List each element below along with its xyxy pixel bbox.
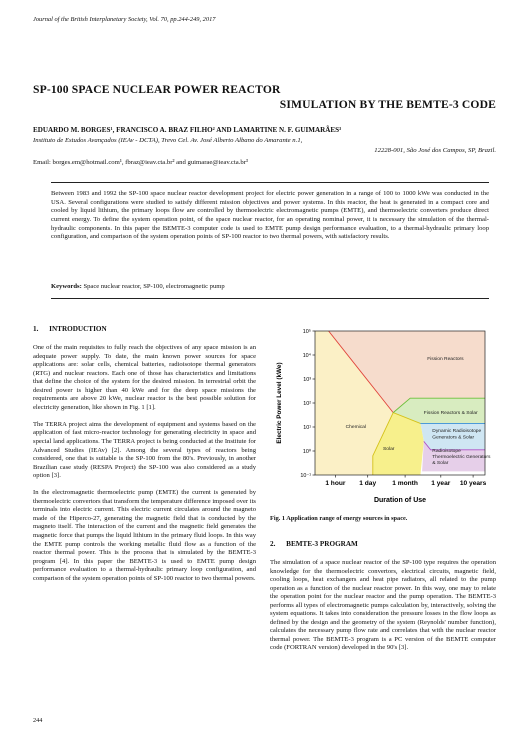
keywords-text: Space nuclear reactor, SP-100, electromagnetic pump xyxy=(83,283,225,290)
paper-title-line-2: SIMULATION BY THE BEMTE-3 CODE xyxy=(279,98,496,111)
keywords-label: Keywords: xyxy=(51,283,82,290)
paper-title-line-1: SP-100 SPACE NUCLEAR POWER REACTOR xyxy=(33,83,281,96)
figure-1-caption: Fig. 1 Application range of energy sources in space. xyxy=(270,515,408,522)
section-1-heading: 1. INTRODUCTION xyxy=(33,325,107,333)
section-2-body: The simulation of a space nuclear reactor of the SP-100 type requires the operation knowledge for the thermoelectric convertors, electrical circuits, magnetic field, cooling loops, heat exchangers and heat pipe radiators, all related to the pump operation as a function of the nuclear reactor power. In this way, one may to relate the operation point for the nuclear reactor and the pump operation. The BEMTE-3 performs all types of electromagnetic pumps calculation by, interactively, solving the system equations. It takes into consideration the pressure losses in the flow loops as defined by the design and the geometry of the system (Reynolds' number function), calculates the necessary pump flow rate and correlates that with the nuclear reactor thermal power. The BEMTE-3 program is a PC version of the BEMTE computer code (FORTRAN version) developed in the 90's [3]. xyxy=(270,559,496,652)
intro-paragraph: The TERRA project aims the development of equipment and systems based on the application of fast micro-reactor technology for generating electricity in space and special land applications. The TERRA project is being conducted at the Institute for Advanced Studies (IEAv) [2]. Among the several types of reactors being considered, one that is suitable is the SP-100 from the 80's. Previously, in another Brazilian case study (RESPA Project) the SP-100 was also considered as a study option [3]. xyxy=(33,420,256,480)
author-emails: Email: borges.em@hotmail.com¹, fbraz@ieav.cta.br² and guimarae@ieav.cta.br³ xyxy=(33,159,248,166)
x-tick-label: 1 month xyxy=(392,480,418,487)
figure-1-chart xyxy=(269,325,494,507)
region-label: Fission Reactors xyxy=(427,356,464,362)
region-label: Radioisotope Thermoelectric Generators & Solar xyxy=(432,449,491,467)
y-tick-label: 10¹ xyxy=(303,425,311,431)
y-axis-label: Electric Power Level (kWe) xyxy=(276,362,283,444)
x-tick-label: 1 year xyxy=(431,480,451,487)
x-axis-label: Duration of Use xyxy=(373,497,427,504)
intro-paragraph: In the electromagnetic thermoelectric pump (EMTE) the current is generated by thermoelectric convertors that transform the temperature difference imposed over its terminals into electric current. This electric current circulates around the magneto made of the Hiperco-27, generating the magnetic field that is conducted by the magneto itself. The interaction of the current and the magnetic field generates the magnetic force that pumps the liquid lithium in the primary fluid loops. In this way the EMTE pump controls the working metallic fluid flow as a function of the reactor thermal power. This is the process that is simulated by the BEMTE-3 program [4]. In this paper the BEMTE-3 is used to EMTE pump design performance evaluation to a thermal-hydraulic primary loop configuration, and comparison of the system operation points of SP-100 reactor to two thermal powers. xyxy=(33,489,256,582)
keywords xyxy=(51,283,489,290)
affiliation-line-2: 12228-001, São José dos Campos, SP, Brazil. xyxy=(374,147,496,154)
x-tick-label: 10 years xyxy=(459,480,487,487)
intro-paragraph: One of the main requisites to fully reach the objectives of any space mission is an adequate power supply. To date, the main known power sources for space applications are: solar cells, chemical batteries, radioisotope thermal generators (RTG) and nuclear reactors. Each one of those has characteristics and limitations that define the choice of the system for the desired mission. In terrestrial orbit the desired power is higher than 40 kWe and for the deep space missions the requirements are above 20 kWe, nuclear reactor is the best possible solution for electricity generation, like shown in Fig. 1 [1]. xyxy=(33,344,256,411)
abstract: Between 1983 and 1992 the SP-100 space nuclear reactor development project for electric power generation in a range of 100 to 1000 kWe was conducted in the USA. Several configurations were studied to satisfy different mission objectives and power systems. In this reactor, the heat is generated in a compact core and cooled by liquid lithium, the primary loops flow are controlled by thermoelectric electromagnetic pumps (EMTE), and thermoelectric converters produce direct current energy. To define the system operation point, of the space nuclear reactor, for an operating nominal power, it is necessary the simulation of the thermal-hydraulic components. In this paper the BEMTE-3 computer code is used to EMTE pump design performance evaluation, to a thermal-hydraulic primary loop configuration, and comparison of the system operation points of SP-100 reactor to two thermal powers, with satisfactory results. xyxy=(51,190,489,241)
region-label: Dynamic Radioisotope Generators & Solar xyxy=(432,428,482,441)
left-column-body xyxy=(33,344,256,592)
affiliation-line-1: Instituto de Estudos Avançados (IEAv - DCTA), Trevo Cel. Av. José Alberto Albano do Amarante n.1, xyxy=(33,137,303,144)
abstract-top-rule xyxy=(51,182,489,183)
authors: EDUARDO M. BORGES¹, FRANCISCO A. BRAZ FILHO² AND LAMARTINE N. F. GUIMARÃES³ xyxy=(33,126,342,134)
abstract-bottom-rule xyxy=(51,298,489,299)
y-tick-label: 10⁰ xyxy=(302,449,311,455)
x-tick-label: 1 day xyxy=(359,480,377,487)
region-label: Fission Reactors & Solar xyxy=(423,410,478,416)
section-2-heading: 2. BEMTE-3 PROGRAM xyxy=(270,540,358,548)
journal-citation: Journal of the British Interplanetary Society, Vol. 70, pp.244-249, 2017 xyxy=(33,16,216,23)
region-label: Solar xyxy=(383,446,395,452)
y-tick-label: 10⁵ xyxy=(302,329,311,335)
x-tick-label: 1 hour xyxy=(325,480,346,487)
y-tick-label: 10⁻¹ xyxy=(300,473,311,479)
y-tick-label: 10³ xyxy=(303,377,311,383)
page-number: 244 xyxy=(33,717,43,724)
y-tick-label: 10² xyxy=(303,401,311,407)
y-tick-label: 10⁴ xyxy=(302,353,311,359)
region-label: Chemical xyxy=(345,425,366,431)
